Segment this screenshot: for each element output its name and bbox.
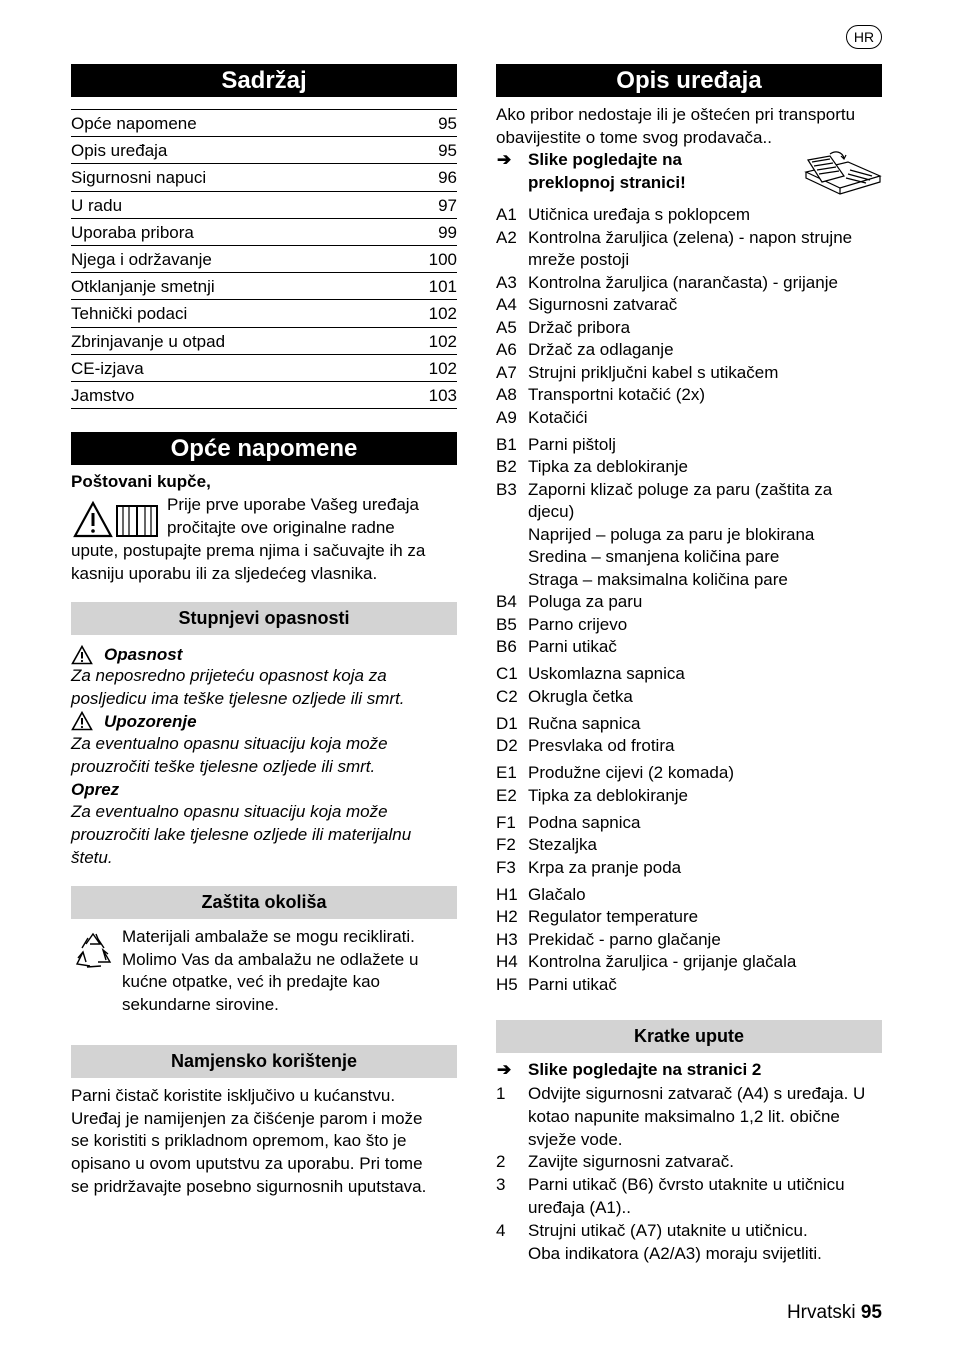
device-item-text: Uskomlazna sapnica	[528, 664, 685, 683]
toc-label: Opće napomene	[71, 114, 197, 133]
device-item-text: Parni utikač	[528, 637, 617, 656]
device-item-code: A6	[496, 340, 517, 359]
danger-label: Opasnost	[104, 645, 183, 664]
device-item-code: F3	[496, 857, 516, 877]
environment-text-2: Molimo Vas da ambalažu ne odlažete u	[122, 950, 419, 969]
toc-title: Sadržaj	[71, 64, 457, 97]
warning-icon	[71, 711, 93, 731]
device-item-code: C1	[496, 664, 518, 683]
intended-use-text-4: opisano u ovom uputstvu za uporabu. Pri tome	[71, 1154, 423, 1173]
device-item-text: Tipka za deblokiranje	[528, 785, 689, 805]
toc-row[interactable]	[71, 299, 457, 327]
quick-step-text: kotao napunite maksimalno 1,2 lit. obične	[528, 1106, 840, 1126]
caution-text-3: štetu.	[71, 848, 113, 867]
toc-page: 102	[428, 358, 457, 378]
device-item-text: Parno crijevo	[528, 614, 628, 634]
toc-label: U radu	[71, 195, 123, 215]
device-item-text: Sigurnosni zatvarač	[528, 295, 678, 314]
footer	[740, 1302, 882, 1324]
toc-label: Njega i održavanje	[71, 250, 212, 269]
device-item-code: B2	[496, 457, 517, 476]
device-item-text: Parni utikač	[528, 974, 617, 994]
device-item-code: A3	[496, 272, 517, 292]
toc-row[interactable]	[71, 272, 457, 300]
device-item-text: Kotačići	[528, 407, 588, 427]
device-item-text: Podna sapnica	[528, 812, 641, 832]
intended-use-text-3: se koristiti s prikladnom opremom, kao što je	[71, 1131, 407, 1150]
toc-label: Otklanjanje smetnji	[71, 277, 215, 297]
toc-row[interactable]	[71, 136, 457, 164]
device-item-text: Straga – maksimalna količina pare	[528, 569, 788, 589]
device-item-code: C2	[496, 686, 518, 706]
device-item-code: D2	[496, 736, 518, 755]
toc-page: 95	[438, 141, 457, 161]
intro-line-2: pročitajte ove originalne radne	[167, 518, 395, 537]
toc-page: 97	[438, 195, 457, 215]
device-intro-1: Ako pribor nedostaje ili je oštećen pri transportu	[496, 105, 856, 124]
device-item-text: Držač pribora	[528, 317, 631, 337]
device-item-text: Kontrolna žaruljica - grijanje glačala	[528, 952, 797, 971]
device-item-text: djecu)	[528, 502, 575, 521]
toc-page: 95	[438, 114, 457, 133]
intended-use-text-2: Uređaj je namijenjen za čišćenje parom i može	[71, 1109, 423, 1128]
device-item-text: Produžne cijevi (2 komada)	[528, 763, 734, 782]
environment-text-3: kućne otpatke, već ih predajte kao	[122, 972, 380, 991]
device-item-code: A5	[496, 317, 517, 337]
quick-note: Slike pogledajte na stranici 2	[528, 1060, 762, 1079]
toc-page: 99	[438, 222, 457, 242]
warning-label: Upozorenje	[104, 712, 197, 731]
device-item-text: Kontrolna žaruljica (zelena) - napon strujne	[528, 227, 853, 247]
arrow-icon: ➔	[497, 150, 512, 169]
toc-label: Jamstvo	[71, 386, 135, 405]
warning-text-2: prouzročiti teške tjelesne ozljede ili smrt.	[71, 757, 376, 776]
device-item-code: A2	[496, 227, 517, 247]
environment-text-4: sekundarne sirovine.	[122, 995, 279, 1014]
device-item-code: E2	[496, 785, 517, 805]
device-item-code: F1	[496, 812, 516, 832]
device-item-code: B4	[496, 592, 517, 611]
quick-step-text: svježe vode.	[528, 1129, 623, 1149]
device-item-text: Sredina – smanjena količina pare	[528, 547, 780, 566]
environment-text-1: Materijali ambalaže se mogu reciklirati.	[122, 927, 415, 946]
quick-step-text: Zavijte sigurnosni zatvarač.	[528, 1152, 734, 1172]
toc-row[interactable]	[71, 381, 457, 409]
quick-step-text: Oba indikatora (A2/A3) moraju svijetliti.	[528, 1243, 822, 1263]
danger-text-2: posljedicu ima teške tjelesne ozljede ili smrt.	[71, 689, 405, 708]
toc-label: Tehnički podaci	[71, 304, 188, 324]
device-item-code: B1	[496, 434, 517, 454]
device-item-text: Okrugla četka	[528, 686, 633, 706]
caution-text-1: Za eventualno opasnu situaciju koja može	[71, 802, 388, 821]
device-item-code: H5	[496, 974, 518, 994]
device-item-code: B3	[496, 479, 517, 499]
toc-row[interactable]	[71, 191, 457, 219]
device-item-code: H4	[496, 952, 518, 971]
device-item-text: Parni pištolj	[528, 434, 616, 454]
intro-line-1: Prije prve uporabe Vašeg uređaja	[167, 495, 420, 514]
quick-title: Kratke upute	[496, 1020, 882, 1053]
quick-step-text: Parni utikač (B6) čvrsto utaknite u utičnicu	[528, 1175, 845, 1195]
toc-row[interactable]	[71, 327, 457, 355]
device-item-code: F2	[496, 835, 516, 854]
device-item-text: Kontrolna žaruljica (narančasta) - grijanje	[528, 272, 838, 292]
quick-step-number: 3	[496, 1175, 506, 1195]
device-item-text: mreže postoji	[528, 250, 630, 269]
device-item-code: A1	[496, 205, 517, 224]
quick-step-text: uređaja (A1)..	[528, 1198, 631, 1217]
toc-row[interactable]	[71, 218, 457, 246]
device-title: Opis uređaja	[496, 64, 882, 97]
warning-text-1: Za eventualno opasnu situaciju koja može	[71, 734, 388, 753]
toc-label: Uporaba pribora	[71, 222, 194, 242]
quick-step-number: 4	[496, 1220, 506, 1240]
device-item-text: Ručna sapnica	[528, 713, 641, 733]
toc-label: Zbrinjavanje u otpad	[71, 331, 226, 351]
device-item-text: Naprijed – poluga za paru je blokirana	[528, 524, 815, 544]
environment-title: Zaštita okoliša	[71, 886, 457, 919]
device-item-code: A7	[496, 362, 517, 382]
device-item-text: Držač za odlaganje	[528, 340, 674, 359]
toc-row[interactable]	[71, 163, 457, 191]
read-manual-icon	[73, 500, 161, 540]
toc-row[interactable]	[71, 245, 457, 273]
device-item-code: H3	[496, 929, 518, 949]
device-item-code: H2	[496, 907, 518, 926]
device-item-text: Tipka za deblokiranje	[528, 457, 689, 476]
device-item-text: Glačalo	[528, 884, 586, 904]
device-item-text: Poluga za paru	[528, 592, 643, 611]
intended-use-text-5: se pridržavajte posebno sigurnosnih uputstava.	[71, 1177, 427, 1196]
device-item-text: Stezaljka	[528, 835, 597, 854]
caution-label: Oprez	[71, 780, 120, 799]
toc-page: 96	[438, 168, 457, 188]
foldout-book-icon	[800, 150, 884, 200]
device-item-text: Krpa za pranje poda	[528, 857, 682, 877]
device-item-text: Transportni kotačić (2x)	[528, 385, 705, 404]
device-item-text: Regulator temperature	[528, 907, 699, 926]
general-title: Opće napomene	[71, 432, 457, 465]
toc-page: 101	[428, 277, 457, 297]
toc-row[interactable]	[71, 109, 457, 137]
device-item-text: Utičnica uređaja s poklopcem	[528, 205, 751, 224]
quick-step-number: 1	[496, 1084, 506, 1103]
toc-row[interactable]	[71, 354, 457, 382]
footer-page-number: 95	[860, 1302, 882, 1323]
warning-icon	[71, 645, 93, 665]
device-item-text: Presvlaka od frotira	[528, 736, 675, 755]
device-item-code: D1	[496, 713, 518, 733]
device-item-code: E1	[496, 763, 517, 782]
device-item-code: B6	[496, 637, 517, 656]
quick-step-number: 2	[496, 1152, 506, 1172]
toc-page: 100	[428, 250, 457, 269]
toc-label: Opis uređaja	[71, 141, 168, 161]
device-item-code: A8	[496, 385, 517, 404]
device-intro-2: obavijestite o tome svog prodavača..	[496, 128, 772, 147]
device-item-code: H1	[496, 884, 518, 904]
intro-line-3: upute, postupajte prema njima i sačuvajte ih za	[71, 541, 426, 560]
device-item-text: Strujni priključni kabel s utikačem	[528, 362, 779, 382]
language-badge: HR	[846, 25, 882, 49]
toc-bottom-rule	[71, 408, 457, 409]
device-item-text: Zaporni klizač poluge za paru (zaštita za	[528, 479, 833, 499]
device-item-code: A4	[496, 295, 517, 314]
device-note-1: Slike pogledajte na	[528, 150, 682, 169]
toc-page: 102	[428, 331, 457, 351]
greeting: Poštovani kupče,	[71, 472, 211, 491]
toc-page: 103	[428, 386, 457, 405]
footer-language: Hrvatski	[786, 1302, 856, 1323]
quick-step-text: Strujni utikač (A7) utaknite u utičnicu.	[528, 1220, 808, 1240]
intended-use-title: Namjensko korištenje	[71, 1045, 457, 1078]
hazard-title: Stupnjevi opasnosti	[71, 602, 457, 635]
device-item-code: A9	[496, 407, 517, 427]
toc-label: CE-izjava	[71, 358, 144, 378]
device-note-2: preklopnoj stranici!	[528, 173, 686, 192]
device-item-code: B5	[496, 614, 517, 634]
danger-text-1: Za neposredno prijeteću opasnost koja za	[71, 666, 387, 685]
caution-text-2: prouzročiti lake tjelesne ozljede ili materijalnu	[71, 825, 412, 844]
toc-label: Sigurnosni napuci	[71, 168, 207, 188]
device-item-text: Prekidač - parno glačanje	[528, 929, 721, 949]
toc-page: 102	[428, 304, 457, 324]
intro-line-4: kasniju uporabu ili za sljedećeg vlasnika.	[71, 564, 378, 583]
intended-use-text-1: Parni čistač koristite isključivo u kućanstvu.	[71, 1086, 396, 1105]
recycle-icon	[72, 930, 114, 972]
quick-step-text: Odvijte sigurnosni zatvarač (A4) s uređaja. U	[528, 1084, 866, 1103]
arrow-icon: ➔	[497, 1060, 512, 1079]
